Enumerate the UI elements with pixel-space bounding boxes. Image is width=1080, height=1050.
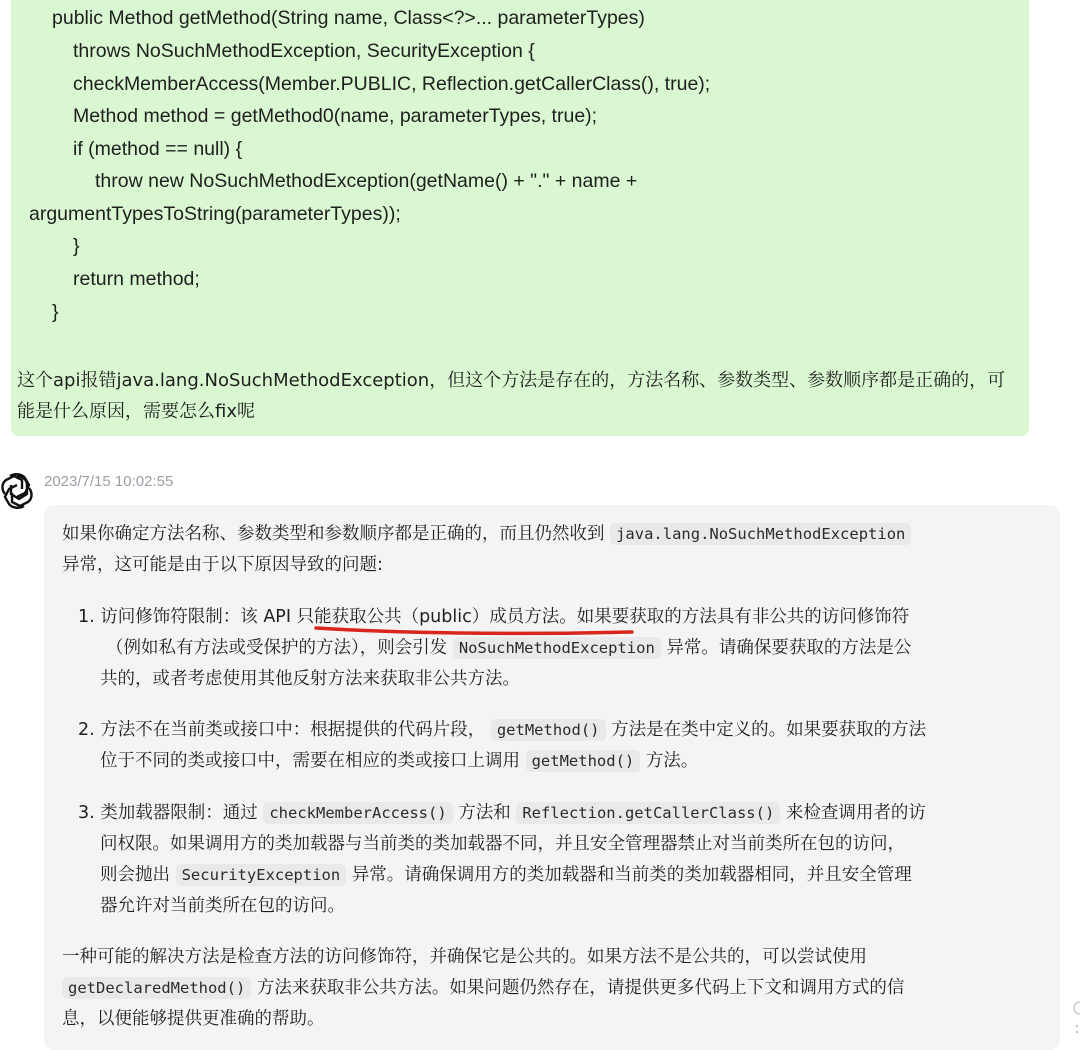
inline-code: java.lang.NoSuchMethodException (610, 523, 911, 545)
list-item (78, 714, 926, 746)
intro-line: 异常，这可能是由于以下原因导致的问题: (62, 555, 383, 575)
list-item-text: （例如私有方法或受保护的方法），则会引发 (106, 638, 448, 658)
intro-line (62, 518, 911, 550)
message-timestamp: 2023/7/15 10:02:55 (44, 473, 174, 490)
highlighted-text: 只能获取公共（public）成员方法 (296, 607, 560, 627)
code-line: } (52, 301, 59, 323)
list-item (100, 745, 698, 777)
list-item-text: 异常。请确保调用方的类加载器和当前类的类加载器相同，并且安全管理 (351, 865, 912, 885)
conclusion-text: 一种可能的解决方法是检查方法的访问修饰符，并确保它是公共的。如果方法不是公共的，可以尝试使用 (62, 947, 867, 967)
list-item-text: 来检查调用者的访 (785, 803, 926, 823)
openai-logo-icon (0, 472, 34, 510)
code-line: checkMemberAccess(Member.PUBLIC, Reflection.getCallerClass(), true); (73, 73, 711, 95)
list-item (100, 859, 912, 891)
code-line: throw new NoSuchMethodException(getName() + "." + name + (95, 170, 638, 192)
conclusion-line (62, 972, 904, 1004)
list-item-text: 器允许对当前类所在包的访问。 (100, 896, 345, 916)
code-line: return method; (73, 268, 200, 290)
list-item-text: 2. 方法不在当前类或接口中：根据提供的代码片段， (78, 720, 486, 740)
conclusion-text: 息，以便能够提供更准确的帮助。 (62, 1009, 325, 1029)
list-item-text: 。如果要获取的方法具有非公共的访问修饰符 (559, 607, 910, 627)
code-line: Method method = getMethod0(name, parameterTypes, true); (73, 105, 598, 127)
red-underline-annotation (314, 624, 636, 638)
list-item-text: 共的，或者考虑使用其他反射方法来获取非公共方法。 (100, 669, 520, 689)
list-item-text: 异常。请确保要获取的方法是公 (666, 638, 912, 658)
scroll-control-icon[interactable] (1068, 998, 1080, 1038)
list-item-text: 方法是在类中定义的。如果要获取的方法 (611, 720, 927, 740)
inline-code: getMethod() (491, 719, 606, 741)
inline-code: NoSuchMethodException (453, 637, 661, 659)
code-line: if (method == null) { (73, 138, 243, 160)
list-item (78, 797, 926, 829)
list-item-text: 位于不同的类或接口中，需要在相应的类或接口上调用 (100, 751, 520, 771)
inline-code: SecurityException (176, 864, 347, 886)
list-item-text: 问权限。如果调用方的类加载器与当前类的类加载器不同，并且安全管理器禁止对当前类所在包的访问， (100, 834, 905, 854)
user-question-text: 这个api报错java.lang.NoSuchMethodException，但这个方法是存在的，方法名称、参数类型、参数顺序都是正确的，可能是什么原因，需要怎么fix呢 (17, 370, 1006, 422)
intro-text: 如果你确定方法名称、参数类型和参数顺序都是正确的，而且仍然收到 (62, 524, 605, 544)
list-item-text: 则会抛出 (100, 865, 170, 885)
code-line: } (73, 235, 80, 257)
inline-code: Reflection.getCallerClass() (516, 802, 780, 824)
list-item-text: 方法和 (458, 803, 511, 823)
code-line: public Method getMethod(String name, Class<?>... parameterTypes) (52, 7, 645, 29)
inline-code: getDeclaredMethod() (62, 977, 251, 999)
list-item-text: 3. 类加载器限制：通过 (78, 803, 258, 823)
inline-code: getMethod() (526, 750, 641, 772)
code-line: argumentTypesToString(parameterTypes)); (29, 203, 401, 225)
list-item-text: 方法。 (645, 751, 699, 771)
inline-code: checkMemberAccess() (263, 802, 452, 824)
list-item-text: 1. 访问修饰符限制：该 API (78, 607, 297, 627)
code-line: throws NoSuchMethodException, SecurityException { (73, 40, 535, 62)
conclusion-text: 方法来获取非公共方法。如果问题仍然存在，请提供更多代码上下文和调用方式的信 (256, 978, 905, 998)
